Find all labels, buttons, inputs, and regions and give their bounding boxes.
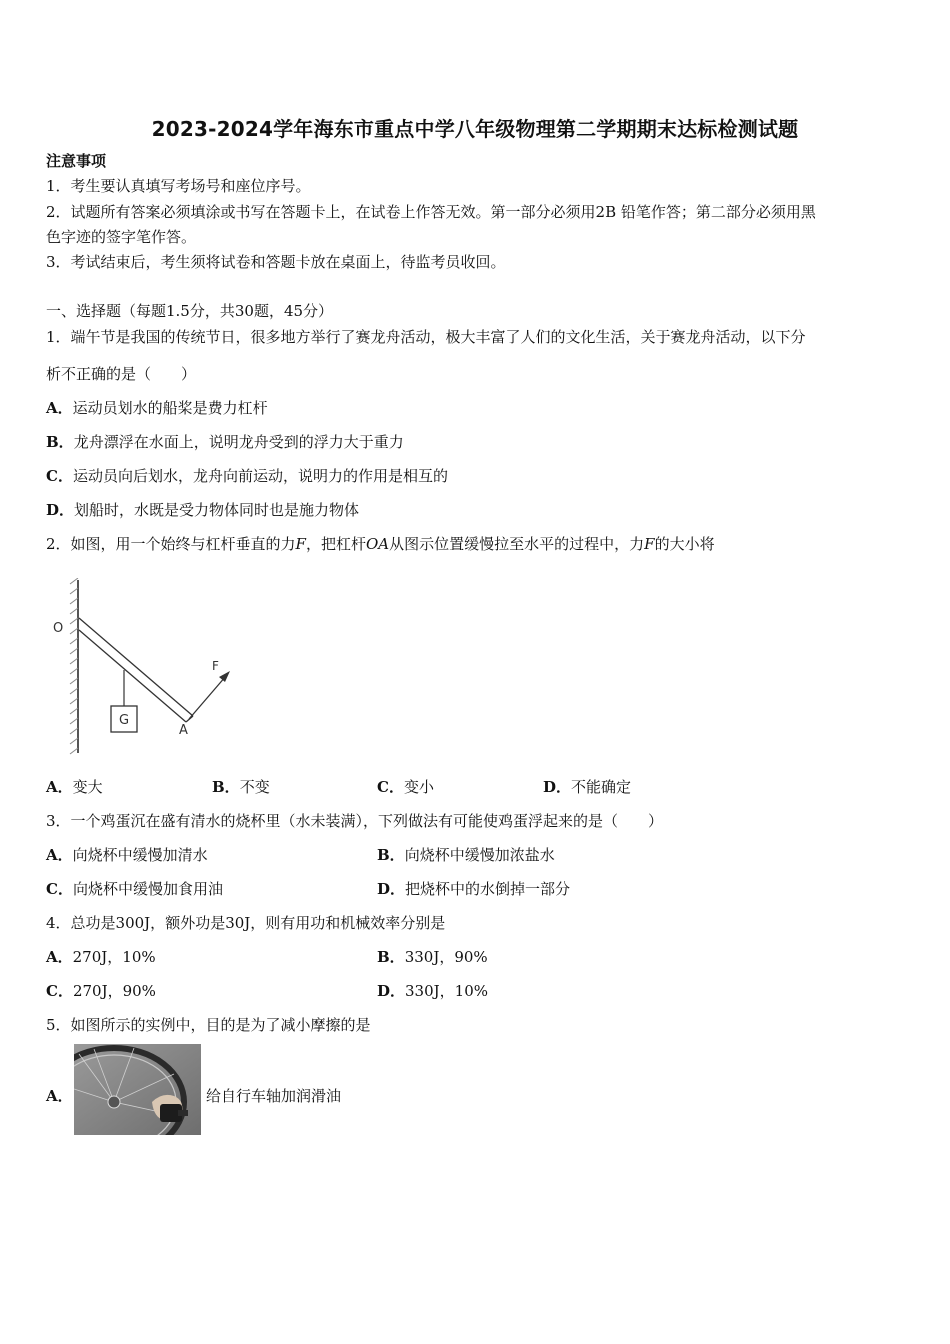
q4-option-c: C．270J，90%	[46, 982, 156, 1000]
q4-option-a: A．270J，10%	[46, 948, 156, 966]
q3-option-c: C．向烧杯中缓慢加食用油	[46, 880, 223, 898]
bicycle-oil-photo	[74, 1044, 201, 1135]
q1-option-b: B．龙舟漂浮在水面上，说明龙舟受到的浮力大于重力	[46, 433, 404, 451]
point-o-label: O	[53, 621, 64, 636]
q5-option-a-label: A．	[46, 1087, 73, 1105]
section-heading: 一、选择题（每题1.5分，共30题，45分）	[46, 302, 334, 320]
q2-option-d: D．不能确定	[543, 778, 632, 796]
q1-option-d: D．划船时，水既是受力物体同时也是施力物体	[46, 501, 360, 519]
question-2-stem: 2．如图，用一个始终与杠杆垂直的力F，把杠杆OA从图示位置缓慢拉至水平的过程中，力F的大小将	[46, 535, 715, 553]
notice-item: 色字迹的签字笔作答。	[46, 228, 197, 246]
notice-heading: 注意事项	[46, 152, 107, 170]
q3-option-b: B．向烧杯中缓慢加浓盐水	[377, 846, 555, 864]
point-a-label: A	[179, 723, 188, 738]
lever-diagram	[48, 578, 243, 756]
question-3-stem: 3．一个鸡蛋沉在盛有清水的烧杯里（水未装满），下列做法有可能使鸡蛋浮起来的是（ ）	[46, 812, 664, 830]
force-f-label: F	[212, 659, 219, 673]
q2-option-a: A．变大	[46, 778, 103, 796]
question-5-stem: 5．如图所示的实例中，目的是为了减小摩擦的是	[46, 1016, 371, 1034]
q3-option-d: D．把烧杯中的水倒掉一部分	[377, 880, 571, 898]
question-1-stem: 1．端午节是我国的传统节日，很多地方举行了赛龙舟活动，极大丰富了人们的文化生活，关于赛龙舟活动，以下分	[46, 328, 806, 346]
notice-item: 3．考试结束后，考生须将试卷和答题卡放在桌面上，待监考员收回。	[46, 253, 506, 271]
notice-item: 1．考生要认真填写考场号和座位序号。	[46, 177, 311, 195]
q2-option-b: B．不变	[212, 778, 270, 796]
q4-option-d: D．330J，10%	[377, 982, 488, 1000]
question-4-stem: 4．总功是300J，额外功是30J，则有用功和机械效率分别是	[46, 914, 446, 932]
notice-item: 2．试题所有答案必须填涂或书写在答题卡上，在试卷上作答无效。第一部分必须用2B 铅笔作答；第二部分必须用黑	[46, 203, 816, 221]
q5-option-a-text: 给自行车轴加润滑油	[206, 1087, 342, 1105]
q4-option-b: B．330J，90%	[377, 948, 488, 966]
q3-option-a: A．向烧杯中缓慢加清水	[46, 846, 208, 864]
page-title: 2023-2024学年海东市重点中学八年级物理第二学期期末达标检测试题	[151, 117, 799, 141]
weight-g-label: G	[119, 713, 130, 728]
q1-option-c: C．运动员向后划水，龙舟向前运动，说明力的作用是相互的	[46, 467, 448, 485]
question-1-stem-cont: 析不正确的是（ ）	[46, 365, 197, 383]
q1-option-a: A．运动员划水的船桨是费力杠杆	[46, 399, 268, 417]
q2-option-c: C．变小	[377, 778, 434, 796]
